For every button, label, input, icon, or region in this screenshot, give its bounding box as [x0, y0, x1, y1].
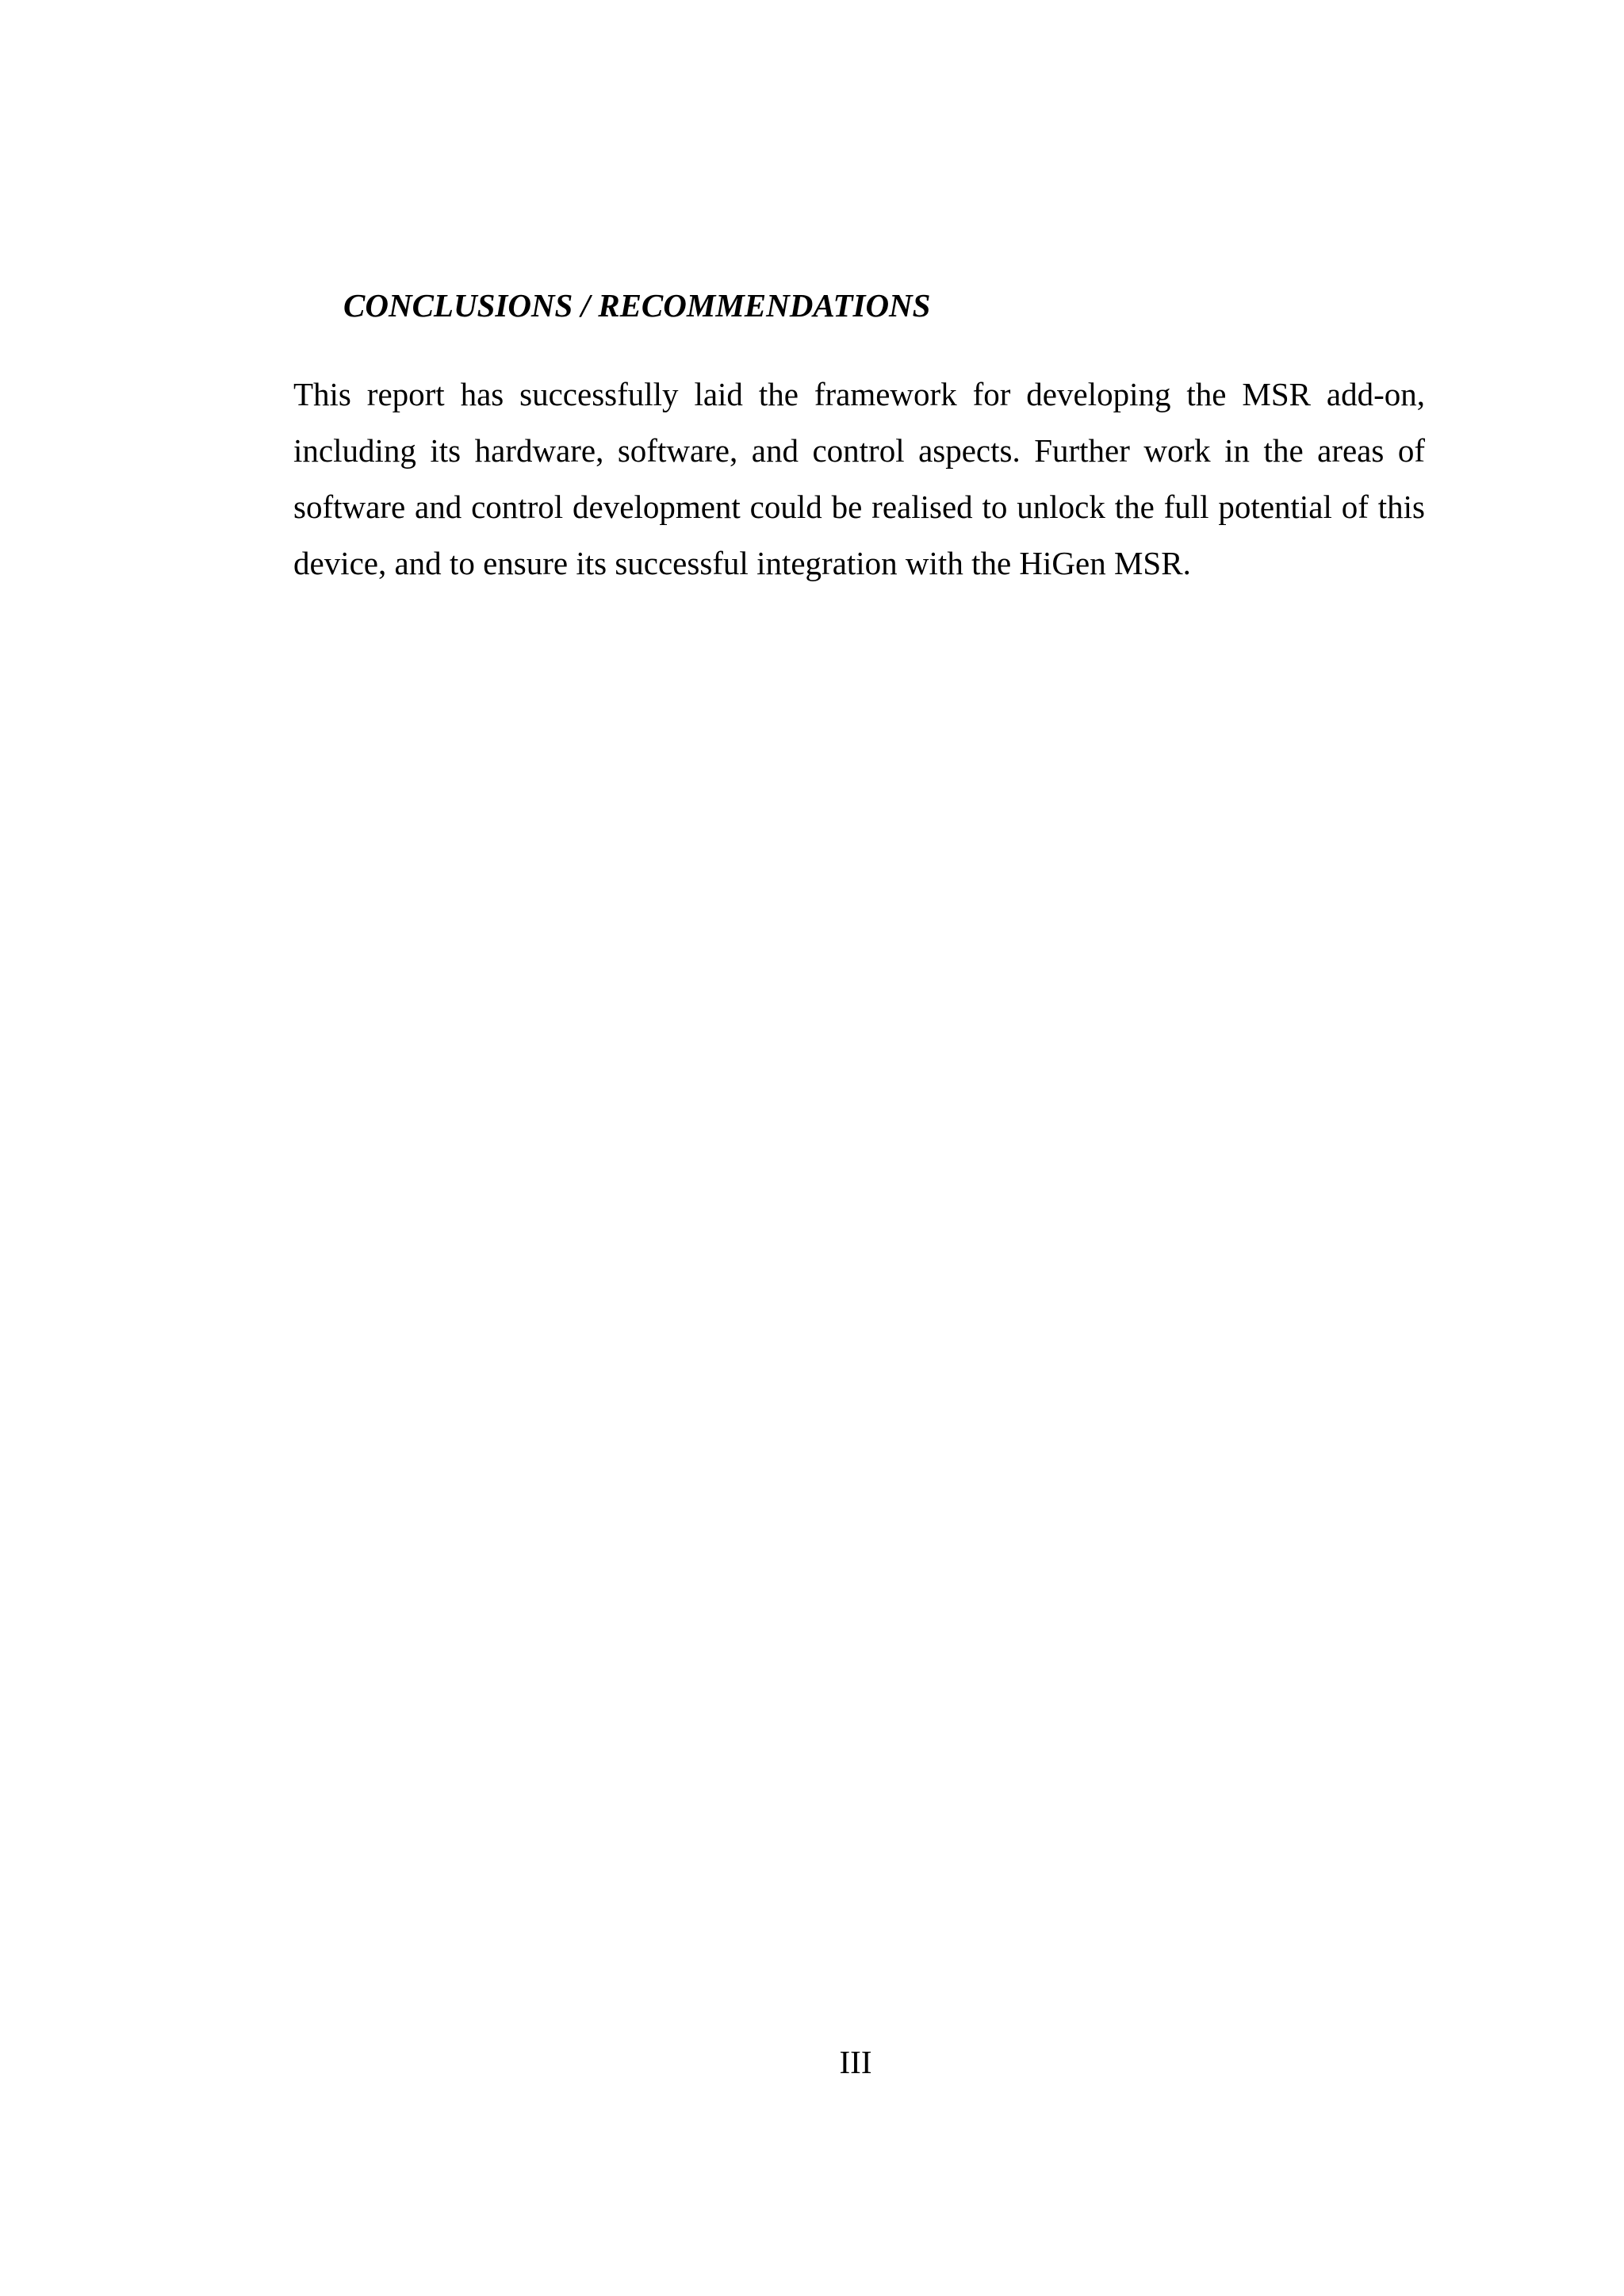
- page-number: III: [839, 2044, 872, 2080]
- body-paragraph: This report has successfully laid the framework for developing the MSR add-on, including its hardware, software, and control aspects. Further work in the areas of software and control development could be realised to unlock the full potential of this device, and to ensure its successful integration with the HiGen MSR.: [293, 376, 1425, 581]
- section-heading: CONCLUSIONS / RECOMMENDATIONS: [343, 287, 931, 324]
